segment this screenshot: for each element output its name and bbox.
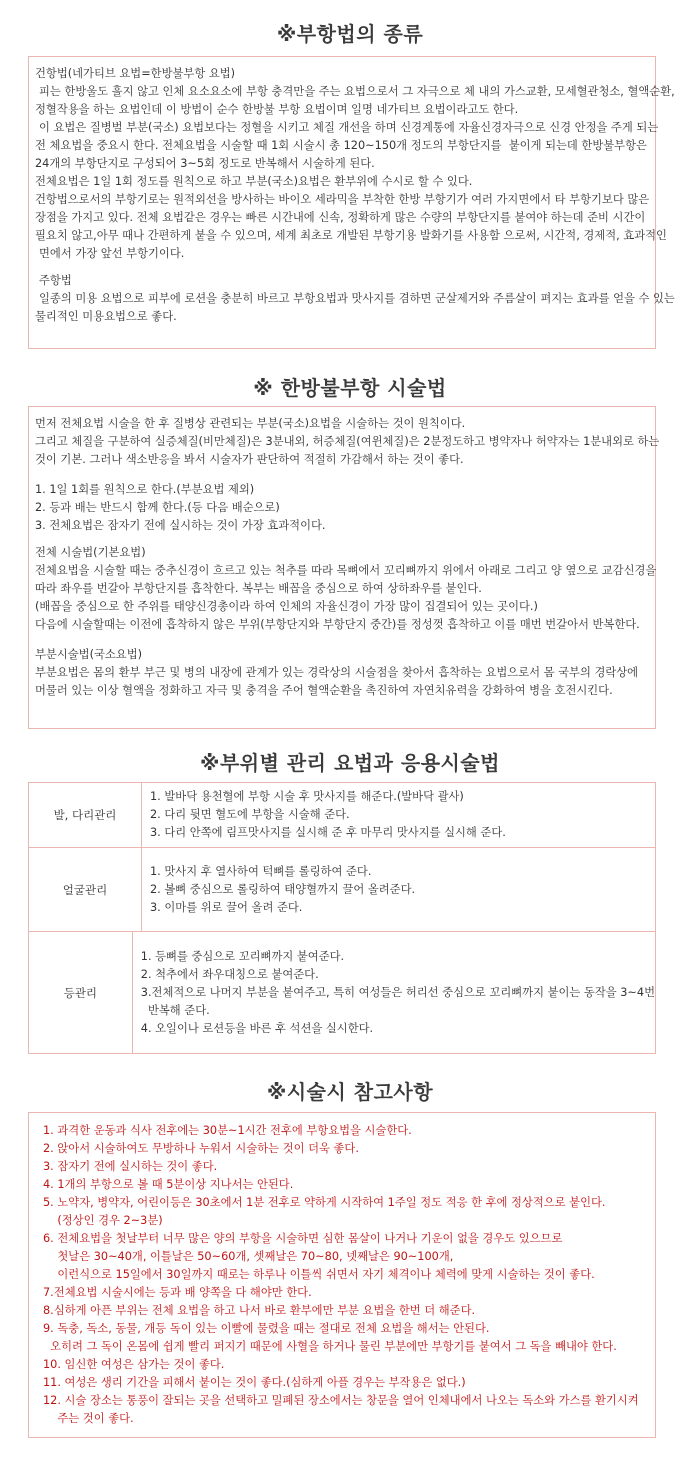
list-item: 2. 등과 배는 반드시 함께 한다.(등 다음 배순으로) (35, 501, 280, 514)
text-line: 피는 한방울도 흘지 않고 인체 요소요소에 부항 충격만을 주는 요법으로서 그 자극으로 체 내의 가스교환, 모세혈관청소, 혈액순환, (39, 85, 675, 98)
list-item: 10. 임신한 여성은 삼가는 것이 좋다. (43, 1358, 225, 1371)
list-item: 1. 1일 1회를 원칙으로 한다.(부분요법 제외) (35, 483, 255, 496)
list-item: 1. 등뼈를 중심으로 꼬리뼈까지 붙여준다. (140, 949, 345, 963)
list-item: 4. 오일이나 로션등을 바른 후 석션을 실시한다. (140, 1021, 374, 1035)
row-content (142, 783, 655, 847)
list-item: 6. 전체요법을 첫날부터 너무 많은 양의 부항을 시술하면 심한 몸살이 나거나 기운이 없을 경우도 있으므로 (43, 1232, 563, 1245)
text-line: 일종의 미용 요법으로 피부에 로션을 충분히 바르고 부항요법과 맛사지를 겸하면 군살제거와 주름살이 펴지는 효과를 얻을 수 있는 (39, 292, 675, 305)
text-line: 머물러 있는 이상 혈액을 정화하고 자극 및 충격을 주어 혈액순환을 촉진하여 자연치유력을 강화하여 병을 호전시킨다. (35, 684, 613, 697)
text-line: 먼저 전체요법 시술을 한 후 질병상 관련되는 부분(국소)요법을 시술하는 것이 원칙이다. (35, 417, 466, 430)
list-item: 9. 독충, 독소, 동물, 개등 독이 있는 이빨에 물렸을 때는 절대로 전체 요법을 해서는 안된다. (43, 1322, 490, 1335)
text-line: 따라 좌우를 번갈아 부항단지를 흡착한다. 복부는 배꼽을 중심으로 하여 상하좌우를 붙인다. (35, 582, 482, 595)
text-line: 다음에 시술할때는 이전에 흡착하지 않은 부위(부항단지와 부항단지 중간)를 정성껏 흡착하고 이를 매번 번갈아서 반복한다. (35, 618, 640, 631)
text-line: 부분요법은 몸의 환부 부근 및 병의 내장에 관계가 있는 경락상의 시술점을 찾아서 흡착하는 요법으로서 몸 국부의 경락상에 (35, 666, 639, 679)
text-line: 이 요법은 질병벌 부분(국소) 요법보다는 정혈을 시키고 체질 개선을 하며 신경계통에 자율신경자극으로 신경 안정을 주게 되는 (39, 121, 659, 134)
text-line: 것이 기본. 그러나 색소반응을 봐서 시술자가 판단하여 적절히 가감해서 하는 것이 좋다. (35, 453, 464, 466)
list-item: 3. 다리 안쪽에 림프맛사지를 실시해 준 후 마무리 맛사지를 실시해 준다. (150, 826, 506, 839)
list-item: 2. 앉아서 시술하여도 무방하나 누워서 시술하는 것이 더욱 좋다. (43, 1142, 359, 1155)
list-item: 주는 것이 좋다. (43, 1412, 134, 1425)
text-line: 전체요법은 1일 1회 정도를 원칙으로 하고 부분(국소)요법은 환부위에 수시로 할 수 있다. (35, 175, 473, 188)
row-label: 등관리 (29, 932, 133, 1053)
section-title-notes: ※시술시 참고사항 (266, 1080, 434, 1104)
text-line: 필요치 않고,아무 때나 간편하게 붙을 수 있으며, 세계 최초로 개발된 부항기용 발화기를 사용함 으로써, 시간적, 경제적, 효과적인 (35, 229, 667, 242)
list-item: 4. 1개의 부항으로 볼 때 5분이상 지나서는 안된다. (43, 1178, 294, 1191)
method-whole (35, 544, 657, 634)
list-item: 5. 노약자, 병약자, 어린이등은 30초에서 1분 전후로 약하게 시작하여 1주일 정도 적응 한 후에 정상적으로 붙인다. (43, 1196, 606, 1209)
table-row (29, 783, 655, 848)
text-line: 주항법 (39, 274, 72, 287)
parts-table (28, 782, 656, 1054)
list-item: 오히려 그 독이 온몸에 쉽게 빨리 퍼지기 때문에 사혈을 하거나 물린 부분에만 부항기를 붙여서 그 독을 빼내야 한다. (43, 1340, 617, 1353)
text-line: 전체요법을 시술할 때는 중추신경이 흐르고 있는 척추를 따라 목뼈에서 꼬리뼈까지 위에서 아래로 그리고 양 옆으로 교감신경을 (35, 564, 657, 577)
text-line: 장점을 가지고 있다. 전체 요법같은 경우는 빠른 시간내에 신속, 정확하게 많은 수량의 부항단지를 붙여야 하는데 준비 시간이 (35, 211, 646, 224)
section-title-parts: ※부위별 관리 요법과 응용시술법 (200, 751, 500, 775)
list-item: (정상인 경우 2~3분) (43, 1214, 163, 1227)
row-content (142, 848, 655, 931)
row-label: 발, 다리관리 (29, 783, 142, 847)
method-box (28, 406, 660, 729)
row-content (133, 932, 655, 1053)
types-para-2 (35, 272, 675, 326)
list-item: 12. 시술 장소는 통풍이 잘되는 곳을 선택하고 밀폐된 장소에서는 창문을 열어 인체내에서 나오는 독소와 가스를 환기시켜 (43, 1394, 639, 1407)
row-label: 얼굴관리 (29, 848, 142, 931)
text-line: 그리고 체질을 구분하여 실증체질(비만체질)은 3분내외, 허증체질(여윈체질)은 2분정도하고 병약자나 허약자는 1분내외로 하는 (35, 435, 660, 448)
list-item: 3.전체적으로 나머지 부분을 붙여주고, 특히 여성들은 허리선 중심으로 꼬리뼈까지 붙이는 동작을 3~4번 (140, 985, 655, 999)
list-item: 3. 이마를 위로 끌어 올려 준다. (150, 900, 303, 914)
text-line: 전체 시술법(기본요법) (35, 546, 146, 559)
list-item: 1. 발바닥 용천혈에 부항 시술 후 맛사지를 해준다.(발바닥 괄사) (150, 790, 464, 803)
text-line: (배꼽을 중심으로 한 주위를 태양신경총이라 하여 인체의 자율신경이 가장 많이 집결되어 있는 곳이다.) (35, 600, 538, 613)
list-item: 이런식으로 15일에서 30일까지 때로는 하루나 이틀씩 쉬면서 자기 체격이나 체력에 맞게 시술하는 것이 좋다. (43, 1268, 595, 1281)
types-box (28, 56, 675, 349)
table-row (29, 932, 655, 1053)
text-line: 전 체요법을 중요시 한다. 전체요법을 시술할 때 1회 시술시 총 120~150개 정도의 부항단지를 붙이게 되는데 한방불부항은 (35, 139, 647, 152)
text-line: 건항법으로서의 부항기로는 원적외선을 방사하는 바이오 세라믹을 부착한 한방 부항기가 여러 가지면에서 타 부항기보다 많은 (35, 193, 650, 206)
list-item: 3. 전체요법은 잠자기 전에 실시하는 것이 가장 효과적이다. (35, 519, 326, 532)
method-rules (35, 481, 649, 535)
list-item: 1. 맛사지 후 열사하여 턱뼈를 롤링하여 준다. (150, 864, 372, 878)
list-item: 반복해 준다. (140, 1003, 210, 1017)
list-item: 3. 잠자기 전에 실시하는 것이 좋다. (43, 1160, 218, 1173)
list-item: 2. 볼뼈 중심으로 롤링하여 태양혈까지 끌어 올려준다. (150, 882, 416, 896)
text-line: 부분시술법(국소요법) (35, 648, 143, 661)
notes-box (28, 1112, 656, 1438)
list-item: 첫날은 30~40개, 이틀날은 50~60개, 셋째날은 70~80, 넷째날은 90~100개, (43, 1250, 454, 1263)
list-item: 2. 다리 뒷면 혈도에 부항을 시술해 준다. (150, 808, 350, 821)
text-line: 건항법(네가티브 요법=한방불부항 요법) (35, 67, 236, 80)
method-intro (35, 415, 660, 469)
list-item: 11. 여성은 생리 기간을 피해서 붙이는 것이 좋다.(심하게 아플 경우는 부작용은 없다.) (43, 1376, 466, 1389)
method-partial (35, 646, 649, 700)
list-item: 2. 척추에서 좌우대칭으로 붙여준다. (140, 967, 319, 981)
text-line: 24개의 부항단지로 구성되어 3~5회 정도로 반복해서 시술하게 된다. (35, 157, 375, 170)
list-item: 1. 과격한 운동과 식사 전후에는 30분~1시간 전후에 부항요법을 시술한다. (43, 1124, 412, 1137)
list-item: 8.심하게 아픈 부위는 전체 요법을 하고 나서 바로 환부에만 부분 요법을 한번 더 해준다. (43, 1304, 476, 1317)
section-title-types: ※부항법의 종류 (276, 22, 424, 46)
table-row (29, 848, 655, 932)
text-line: 면에서 가장 앞선 부항기이다. (39, 247, 185, 260)
list-item: 7.전체요법 시술시에는 등과 배 양쪽을 다 해야만 한다. (43, 1286, 312, 1299)
text-line: 정혈작용을 하는 요법인데 이 방법이 순수 한방불 부항 요법이며 일명 네가티브 요법이라고도 한다. (35, 103, 519, 116)
types-para-1 (35, 65, 675, 263)
text-line: 물리적인 미용요법으로 좋다. (35, 310, 177, 323)
section-title-method: ※ 한방불부항 시술법 (253, 376, 447, 400)
